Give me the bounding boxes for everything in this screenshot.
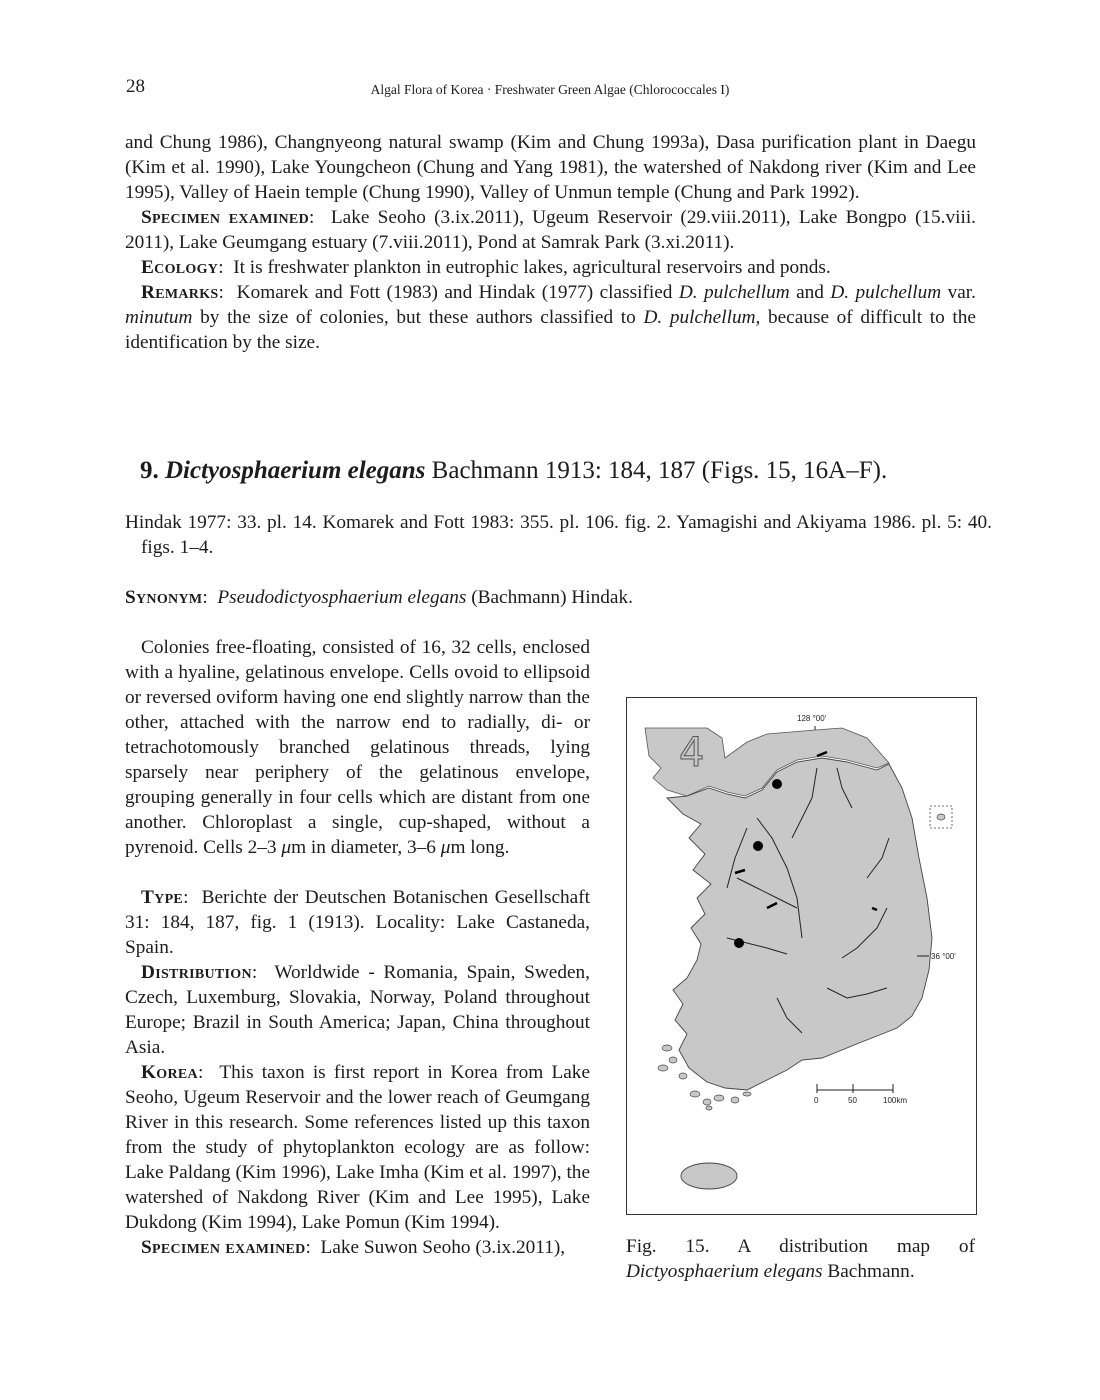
synonym-authority: (Bachmann) Hindak. [471, 587, 633, 608]
mu-symbol: μ [440, 837, 451, 858]
species-name: D. pulchellum, [643, 307, 761, 328]
occurrence-point [753, 841, 763, 851]
description-body: Colonies free-floating, consisted of 16, 32 cells, enclosed with a hyaline, gelatinous envelope. Cells ovoid to ellipsoid or reversed oviform having one end slightly narrow than the other, attached with the narrow end to radially, di- or tetrachotomously branched gelatinous threads, lying sparsely near periphery of the gelatinous envelope, grouping generally in four cells which are distant from one another. Chloroplast a single, cup-shaped, without a pyrenoid. Cells 2–3 [125, 637, 590, 858]
island-shape [743, 1092, 751, 1096]
ecology-label: Ecology [141, 257, 219, 278]
island-shape [706, 1106, 712, 1110]
distribution-map-figure [626, 697, 977, 1215]
specimen-text: Lake Seoho (3.ix.2011), Ugeum Reservoir (29.viii.2011), Lake Bongpo (15.viii. 2011), Lake Geumgang estuary (7.viii.2011), Pond at Samrak Park (3.xi.2011). [125, 207, 976, 253]
latitude-label: 36 °00' [931, 952, 956, 961]
specimen-paragraph-2: Specimen examined: Lake Suwon Seoho (3.ix.2011), [141, 1237, 566, 1258]
map-marker-4: 4 [679, 730, 705, 776]
longitude-label: 128 °00' [797, 714, 827, 723]
type-label: Type [141, 887, 184, 908]
island-shape [731, 1097, 739, 1103]
korea-label: Korea [141, 1062, 198, 1083]
remarks-text: Komarek and Fott (1983) and Hindak (1977) classified [236, 282, 673, 303]
korea-map [627, 698, 976, 1214]
remarks-text: by the size of colonies, but these authors classified to [200, 307, 636, 328]
island-shape [669, 1057, 677, 1063]
jeju-island [681, 1163, 737, 1189]
synonym-name: Pseudodictyosphaerium elegans [217, 587, 467, 608]
species-name: D. pulchellum [830, 282, 942, 303]
island-shape [679, 1073, 687, 1079]
occurrence-point [734, 938, 744, 948]
species-references: Hindak 1977: 33. pl. 14. Komarek and Fott 1983: 355. pl. 106. fig. 2. Yamagishi and Akiyama 1986. pl. 5: 40. figs. 1–4. [125, 512, 992, 558]
korea-text: This taxon is first report in Korea from Lake Seoho, Ugeum Reservoir and the lower reach of Geumgang River in this research. Some references listed up this taxon from the study of phytoplankton ecology are as follow: Lake Paldang (Kim 1996), Lake Imha (Kim et al. 1997), the watershed of Nakdong River (Kim and Lee 1995), Lake Dukdong (Kim 1994), Lake Pomun (Kim 1994). [125, 1062, 591, 1233]
description-body: m in diameter, 3–6 [291, 837, 436, 858]
distribution-label: Distribution [141, 962, 252, 983]
island-shape [690, 1091, 700, 1097]
occurrence-point [772, 779, 782, 789]
running-head: Algal Flora of Korea · Freshwater Green Algae (Chlorococcales I) [370, 82, 730, 97]
caption-suffix: Bachmann. [827, 1261, 915, 1282]
korea-paragraph: Korea: This taxon is first report in Korea from Lake Seoho, Ugeum Reservoir and the lower reach of Geumgang River in this research. Some references listed up this taxon from the study of phytoplankton ecology are as follow: Lake Paldang (Kim 1996), Lake Imha (Kim et al. 1997), the watershed of Nakdong River (Kim and Lee 1995), Lake Dukdong (Kim 1994), Lake Pomun (Kim 1994). [125, 1062, 591, 1233]
synonym-line: Synonym: Pseudodictyosphaerium elegans (Bachmann) Hindak. [125, 587, 633, 608]
species-number: 9. [140, 457, 159, 484]
figure-caption [626, 1234, 975, 1284]
species-name-heading: Dictyosphaerium elegans [165, 457, 426, 484]
synonym-label: Synonym [125, 587, 203, 608]
remarks-label: Remarks [141, 282, 219, 303]
variety-name: minutum [125, 307, 193, 328]
distribution-text: Worldwide - Romania, Spain, Sweden, Czech, Luxemburg, Slovakia, Norway, Poland throughout Europe; Brazil in South America; Japan, China throughout Asia. [125, 962, 590, 1058]
island-shape [714, 1095, 724, 1101]
scale-label-100: 100km [883, 1096, 908, 1105]
scale-label-50: 50 [848, 1096, 857, 1105]
caption-prefix: Fig. 15. A distribution map of [626, 1236, 975, 1257]
ulleungdo-island [937, 814, 945, 820]
top-section [125, 130, 976, 355]
species-name: D. pulchellum [678, 282, 790, 303]
species-heading [140, 455, 887, 487]
island-shape [662, 1045, 672, 1051]
continuation-paragraph: and Chung 1986), Changnyeong natural swamp (Kim and Chung 1993a), Dasa purification plant in Daegu (Kim et al. 1990), Lake Youngcheon (Chung and Yang 1981), the watershed of Nakdong river (Kim and Lee 1995), Valley of Haein temple (Chung 1990), Valley of Unmun temple (Chung and Park 1992). [125, 132, 976, 203]
caption-species: Dictyosphaerium elegans [626, 1261, 823, 1282]
specimen-text-2: Lake Suwon Seoho (3.ix.2011), [320, 1237, 566, 1258]
type-text: Berichte der Deutschen Botanischen Gesellschaft 31: 184, 187, fig. 1 (1913). Locality: Lake Castaneda, Spain. [125, 887, 590, 958]
remarks-paragraph: Remarks: Komarek and Fott (1983) and Hindak (1977) classified D. pulchellum and D. pulchellum var. minutum by the size of colonies, but these authors classified to D. pulchellum, because of difficult to the identification by the size. [125, 282, 976, 353]
description-body: m long. [450, 837, 510, 858]
distribution-paragraph: Distribution: Worldwide - Romania, Spain, Sweden, Czech, Luxemburg, Slovakia, Norway, Poland throughout Europe; Brazil in South America; Japan, China throughout Asia. [125, 962, 590, 1058]
type-paragraph: Type: Berichte der Deutschen Botanischen Gesellschaft 31: 184, 187, fig. 1 (1913). Locality: Lake Castaneda, Spain. [125, 887, 590, 958]
remarks-text: var. [947, 282, 976, 303]
island-shape [658, 1065, 668, 1071]
specimen-label: Specimen examined [141, 207, 309, 228]
species-authority: Bachmann 1913: 184, 187 (Figs. 15, 16A–F). [431, 457, 888, 484]
notes-column [125, 885, 590, 1260]
page-number: 28 [126, 76, 145, 97]
scale-bar [817, 1084, 893, 1093]
scale-label-0: 0 [814, 1096, 819, 1105]
mu-symbol: μ [281, 837, 292, 858]
remarks-text: because of difficult to the identification by the size. [125, 307, 976, 353]
ecology-text: It is freshwater plankton in eutrophic lakes, agricultural reservoirs and ponds. [233, 257, 831, 278]
ecology-paragraph: Ecology: It is freshwater plankton in eutrophic lakes, agricultural reservoirs and ponds. [141, 257, 831, 278]
specimen-label-2: Specimen examined [141, 1237, 306, 1258]
specimen-paragraph: Specimen examined: Lake Seoho (3.ix.2011), Ugeum Reservoir (29.viii.2011), Lake Bongpo (15.viii. 2011), Lake Geumgang estuary (7.viii.2011), Pond at Samrak Park (3.xi.2011). [125, 207, 976, 253]
south-korea-mainland [667, 758, 932, 1090]
island-shape [703, 1099, 711, 1105]
remarks-text: and [796, 282, 824, 303]
